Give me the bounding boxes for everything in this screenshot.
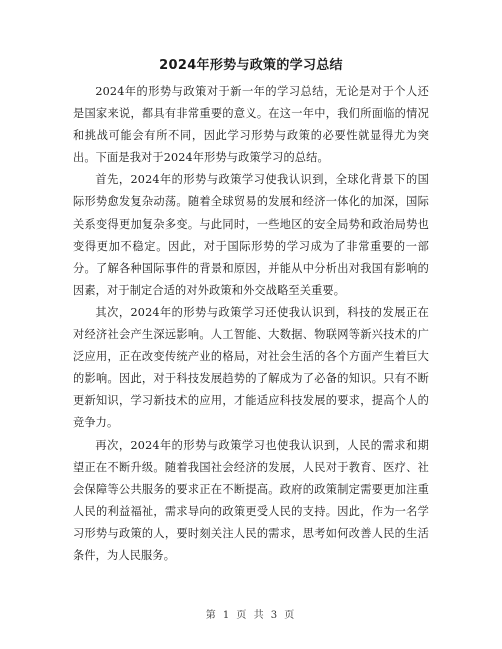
paragraph-international-situation: 首先，2024年的形势与政策学习使我认识到，全球化背景下的国际形势愈发复杂动荡。随着全球贸易的发展和经济一体化的加深，国际关系变得更加复杂多变。与此同时，一些地区的安全局势和政治局势也变得更加不稳定。因此，对于国际形势的学习成为了非常重要的一部分。了解各种国际事件的背景和原因，并能从中分析出对我国有影响的因素，对于制定合适的对外政策和外交战略至关重要。 (73, 173, 429, 297)
paragraph-people-needs: 再次，2024年的形势与政策学习也使我认识到，人民的需求和期望正在不断升级。随着我国社会经济的发展，人民对于教育、医疗、社会保障等公共服务的要求正在不断提高。政府的政策制定需要更加注重人民的利益福祉，需求导向的政策更受人民的支持。因此，作为一名学习形势与政策的人，要时刻关注人民的需求，思考如何改善人民的生活条件，为人民服务。 (73, 438, 429, 562)
page-footer: 第 1 页 共 3 页 (205, 610, 297, 621)
document-title: 2024年形势与政策的学习总结 (159, 58, 343, 73)
paragraph-technology: 其次，2024年的形势与政策学习还使我认识到，科技的发展正在对经济社会产生深远影响。人工智能、大数据、物联网等新兴技术的广泛应用，正在改变传统产业的格局，对社会生活的各个方面产生着巨大的影响。因此，对于科技发展趋势的了解成为了必备的知识。只有不断更新知识，学习新技术的应用，才能适应科技发展的要求，提高个人的竞争力。 (73, 305, 429, 430)
document-body (73, 81, 429, 567)
paragraph-intro: 2024年的形势与政策对于新一年的学习总结，无论是对于个人还是国家来说，都具有非常重要的意义。在这一年中，我们所面临的情况和挑战可能会有所不同，因此学习形势与政策的必要性就显得尤为突出。下面是我对于2024年形势与政策学习的总结。 (73, 85, 429, 165)
